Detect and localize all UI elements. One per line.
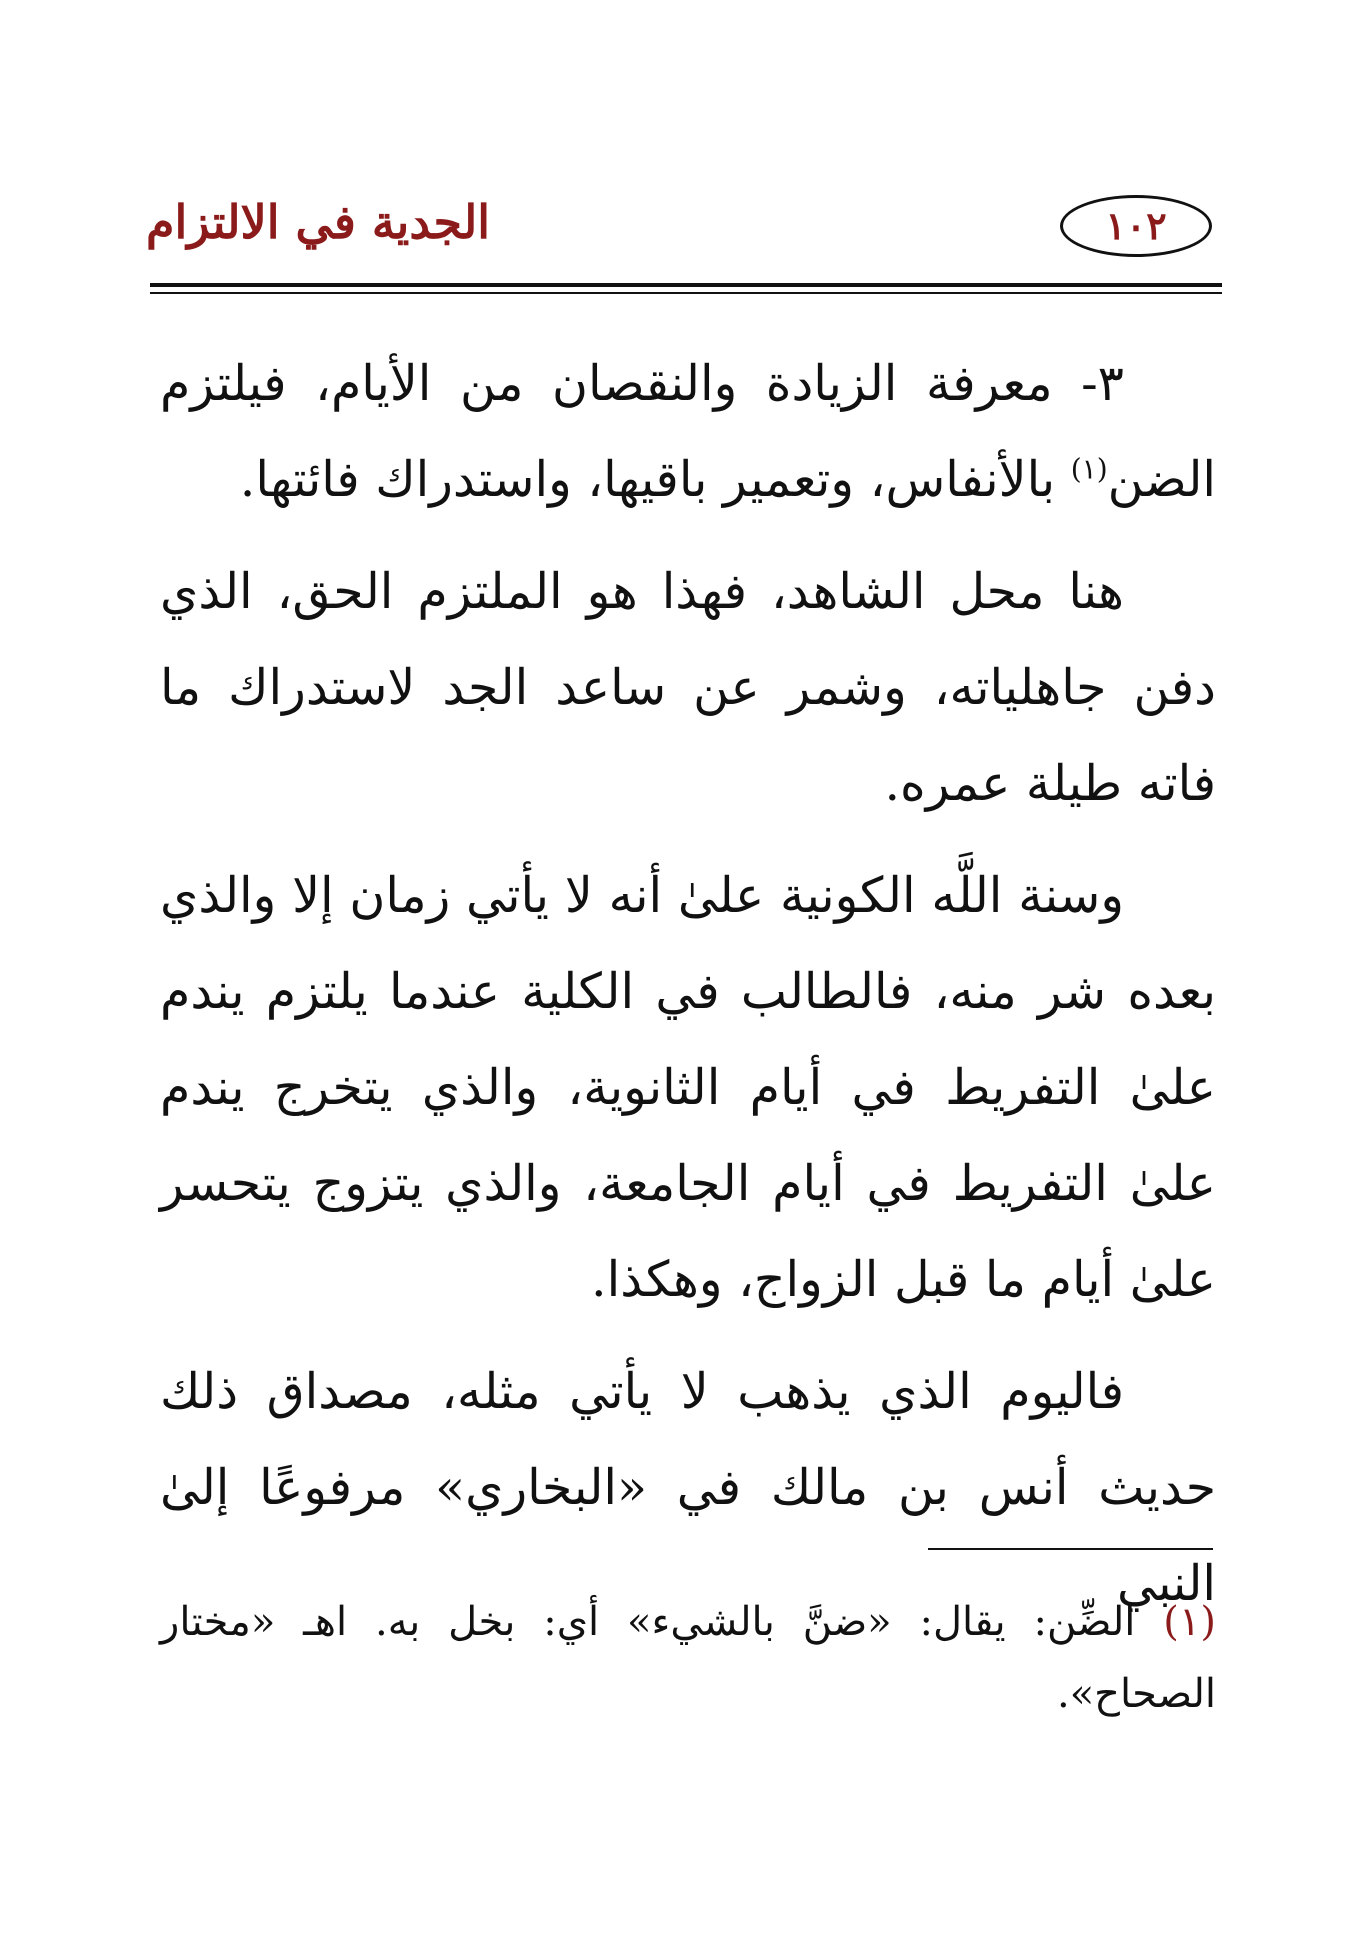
page-number: ١٠٢ [1060, 195, 1212, 257]
paragraph-1-text: ٣- معرفة الزيادة والنقصان من الأيام، فيلتزم الضن [160, 355, 1216, 508]
running-title: الجدية في الالتزام [145, 195, 490, 249]
paragraph-2: هنا محل الشاهد، فهذا هو الملتزم الحق، الذي دفن جاهلياته، وشمر عن ساعد الجد لاستدراك ما فاته طيلة عمره. [160, 563, 1216, 812]
paragraph-1 [160, 336, 1216, 528]
footnote-number: (١) [1163, 1599, 1216, 1645]
paragraph-1-continuation: بالأنفاس، وتعمير باقيها، واستدراك فائتها. [239, 451, 1071, 508]
paragraph-4: فاليوم الذي يذهب لا يأتي مثله، مصداق ذلك حديث أنس بن مالك في «البخاري» مرفوعًا إلىٰ النبي [160, 1363, 1216, 1612]
body-text [160, 336, 1216, 1632]
footnote-text: الضِّن: يقال: «ضنَّ بالشيء» أي: بخل به. اهـ «مختار الصحاح». [160, 1599, 1216, 1717]
paragraph-3: وسنة اللَّه الكونية علىٰ أنه لا يأتي زمان إلا والذي بعده شر منه، فالطالب في الكلية عندما يلتزم يندم علىٰ التفريط في أيام الثانوية، والذي يتخرج يندم علىٰ التفريط في أيام الجامعة، والذي يتزوج يتحسر علىٰ أيام ما قبل الزواج، وهكذا. [160, 867, 1216, 1308]
footnote-separator [928, 1548, 1213, 1550]
header-rule-thin [150, 292, 1222, 294]
footnote-1 [160, 1586, 1216, 1730]
header-rule-thick [150, 283, 1222, 287]
footnote-reference: (١) [1070, 452, 1108, 486]
